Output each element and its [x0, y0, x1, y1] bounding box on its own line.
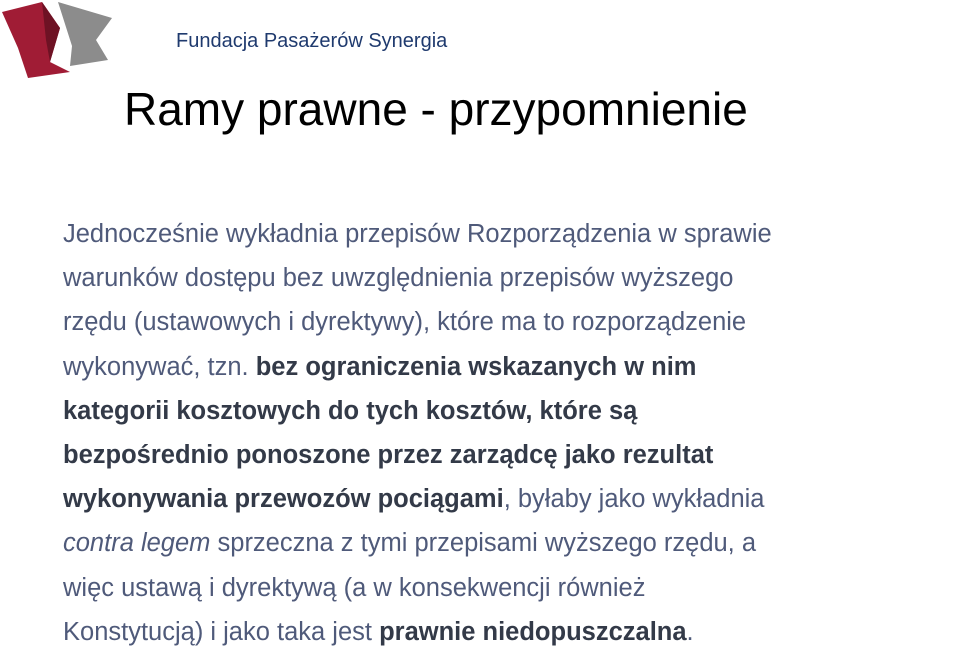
synergia-logo-icon	[0, 0, 120, 82]
text-line	[63, 521, 953, 565]
bold-text-line: bezpośrednio ponoszone przez zarządcę jako rezultat	[63, 441, 714, 470]
text-line: warunków dostępu bez uwzględnienia przepisów wyższego	[63, 264, 734, 293]
bold-text: prawnie niedopuszczalna	[379, 617, 687, 646]
bold-text: wykonywania przewozów pociągami	[63, 485, 504, 514]
text-segment: Konstytucją) i jako taka jest	[63, 617, 380, 646]
body-paragraph	[63, 212, 953, 654]
slide-title: Ramy prawne - przypomnienie	[124, 83, 748, 135]
bold-text: bez ograniczenia wskazanych w nim	[255, 352, 697, 381]
italic-text: contra legem	[63, 529, 211, 558]
text-line	[63, 610, 953, 654]
text-segment: .	[686, 617, 694, 646]
bold-text-line: kategorii kosztowych do tych kosztów, które są	[63, 396, 638, 425]
text-segment: wykonywać, tzn.	[63, 352, 256, 381]
text-line: Jednocześnie wykładnia przepisów Rozporządzenia w sprawie	[63, 220, 772, 248]
text-line: więc ustawą i dyrektywą (a w konsekwencji również	[63, 573, 646, 602]
text-line: rzędu (ustawowych i dyrektywy), które ma to rozporządzenie	[63, 308, 747, 337]
text-segment: sprzeczna z tymi przepisami wyższego rzędu, a	[210, 529, 757, 558]
organization-name: Fundacja Pasażerów Synergia	[176, 30, 448, 52]
text-segment: , byłaby jako wykładnia	[503, 485, 765, 514]
text-line	[63, 477, 953, 521]
text-line	[63, 345, 953, 389]
